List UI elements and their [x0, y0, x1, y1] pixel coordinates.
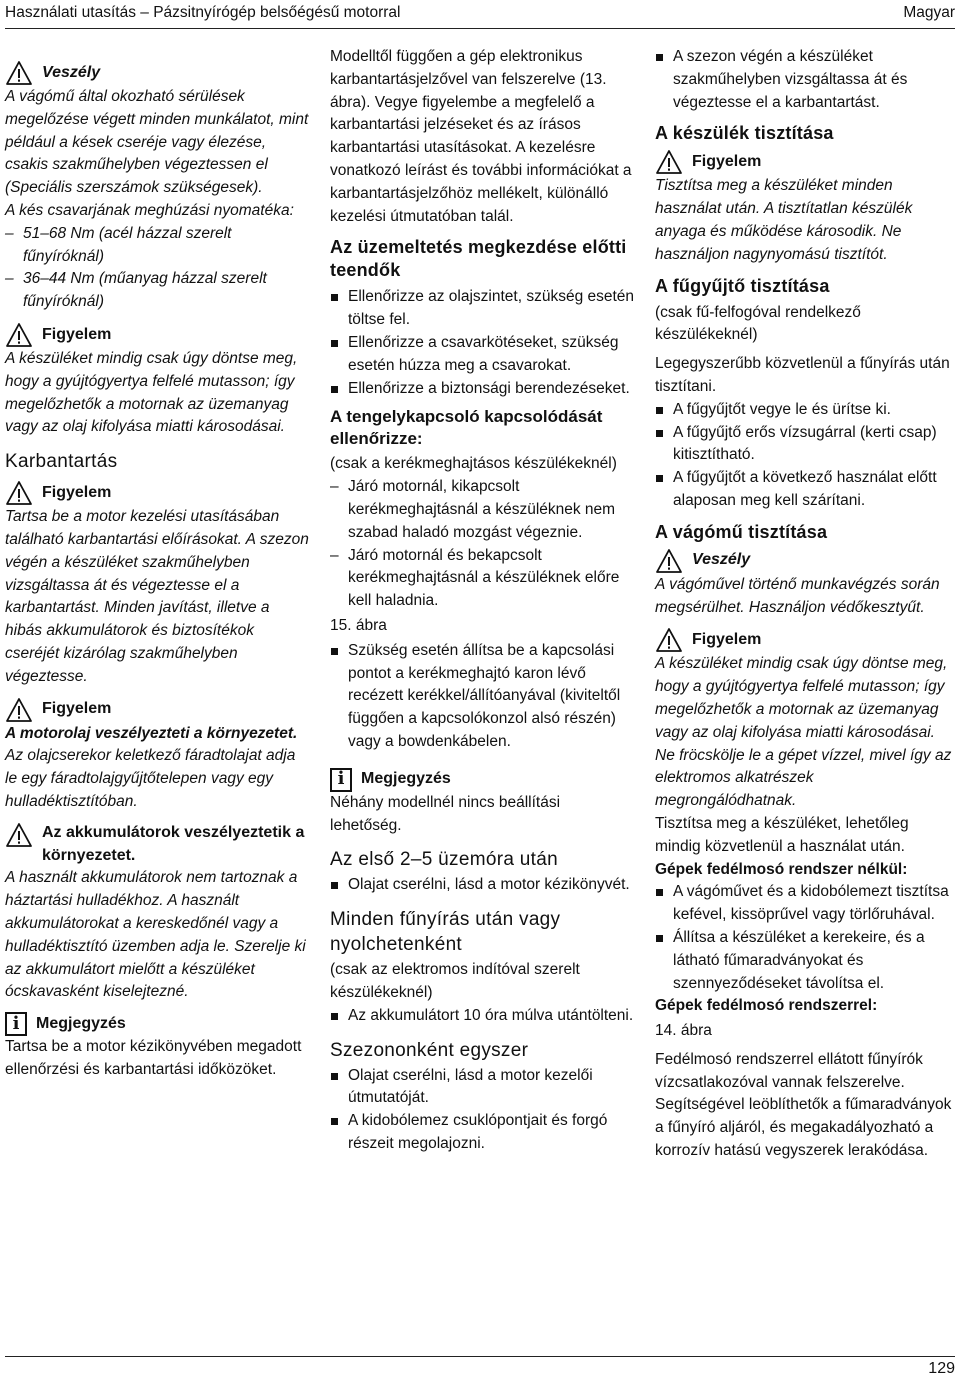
caution-label: Figyelem	[692, 152, 762, 170]
no-wash-list	[655, 881, 955, 995]
clutch-heading: A tengelykapcsoló kapcsolódását ellenőrizze:	[330, 407, 603, 449]
clutch-subtitle: (csak a kerékmeghajtásos készülékeknél)	[330, 455, 617, 473]
danger-heading	[655, 548, 955, 574]
list-item: – 36–44 Nm (műanyag házzal szerelt fűnyíróknál)	[5, 268, 310, 314]
warning-triangle-icon	[5, 697, 33, 723]
section-heading-first-hours: Az első 2–5 üzemóra után	[330, 849, 558, 871]
caution-text: Tartsa be a motor kezelési utasításában található karbantartási előírásokat. A szezon végén a készüléket szakműhelyben vizsgáltassa át és végeztesse el a karbantartást. Minden javítást, illetve a hibás akkumulátorok és biztosítékok cseréjét kizárólag szakműhelyben végeztesse.	[5, 508, 309, 685]
battery-heading	[5, 822, 310, 868]
caution-heading	[5, 480, 310, 506]
first-hours-list	[330, 874, 635, 897]
list-item: Ellenőrizze a biztonsági berendezéseket.	[330, 378, 635, 401]
warning-triangle-icon	[5, 60, 33, 86]
caution-text: A készüléket mindig csak úgy döntse meg, hogy a gyújtógyertya felfelé mutasson; így megelőzhetők a motornak az üzemanyag vagy az olaj kifolyása miatti károsodásai.	[5, 349, 298, 436]
warning-triangle-icon	[5, 480, 33, 506]
section-heading-cleaning: A készülék tisztítása	[655, 123, 834, 144]
wash-heading: Gépek fedélmosó rendszerrel:	[655, 997, 878, 1015]
list-item: A fűgyűjtőt vegye le és ürítse ki.	[655, 399, 955, 422]
danger-label: Veszély	[692, 551, 751, 569]
section-heading-season: Szezononként egyszer	[330, 1039, 529, 1061]
every-mow-subtitle: (csak az elektromos indítóval szerelt készülékeknél)	[330, 961, 580, 1001]
note-label: Megjegyzés	[361, 770, 451, 788]
oil-warning-bold: A motorolaj veszélyezteti a környezetet.	[5, 724, 298, 742]
list-item: A fűgyűjtőt a következő használat előtt alaposan meg kell szárítani.	[655, 467, 955, 513]
section-heading-every-mow: Minden fűnyírás után vagy nyolchetenként	[330, 909, 561, 956]
note-label: Megjegyzés	[36, 1014, 126, 1032]
wash-text: Fedélmosó rendszerrel ellátott fűnyírók vízcsatlakozóval vannak felszerelve. Segítségével leöblíthetők a fűmaradványok a fűnyíró aljáról, és megakadályozható a korrozív hatású vegyszerek lerakódása.	[655, 1050, 952, 1160]
footer-divider	[5, 1356, 955, 1357]
caution-heading	[5, 322, 310, 348]
page-header	[5, 0, 955, 26]
clutch-adjust-list	[330, 640, 635, 754]
caution-label: Figyelem	[692, 630, 762, 648]
list-item: Ellenőrizze a csavarkötéseket, szükség esetén húzza meg a csavarokat.	[330, 332, 635, 378]
danger-text: A vágóművel történő munkavégzés során megsérülhet. Használjon védőkesztyűt.	[655, 575, 940, 616]
list-item: A szezon végén a készüléket szakműhelyben vizsgáltassa át és végeztesse el a karbantartást.	[655, 46, 955, 114]
info-icon: i	[330, 768, 352, 792]
header-title: Használati utasítás – Pázsitnyírógép belsőégésű motorral	[5, 4, 401, 21]
column-2	[330, 46, 635, 1156]
note-text: Néhány modellnél nincs beállítási lehetőség.	[330, 793, 561, 834]
caution-text: A készüléket mindig csak úgy döntse meg, hogy a gyújtógyertya felfelé mutasson; így megelőzhetők a motornak az üzemanyag vagy az olaj kifolyása miatti károsodásai. Ne fröcskölje le a gépet vízzel, mivel így az elektromos alkatrészek megrongálódhatnak.	[655, 655, 952, 810]
catcher-subtitle: (csak fű-felfogóval rendelkező készülékeknél)	[655, 303, 861, 344]
catcher-text: Legegyszerűbb közvetlenül a fűnyírás után tisztítani.	[655, 355, 950, 395]
list-item: – Járó motornál, kikapcsolt kerékmeghajtásnál a készüléknek nem szabad haladó mozgást végeznie.	[330, 476, 635, 544]
header-language: Magyar	[903, 4, 955, 21]
battery-text: A használt akkumulátorok nem tartoznak a háztartási hulladékhoz. A használt akkumulátorokat a kereskedőnél vagy a hulladéktisztító üzemben adja le. Szerelje ki az akkumulátort mielőtt a készüléket ócskavasként kiselejtezné.	[5, 869, 306, 1001]
caution-heading	[5, 697, 310, 723]
caution-heading	[655, 149, 955, 175]
note-heading	[5, 1012, 310, 1036]
torque-intro: A kés csavarjának meghúzási nyomatéka:	[5, 201, 294, 219]
torque-list	[5, 223, 310, 314]
danger-text: A vágómű által okozható sérülések megelőzése végett minden munkálatot, mint például a kések cseréje vagy élezése, csakis szakműhelyben végeztessen el (Speciális szerszámok szükségesek).	[5, 88, 309, 197]
warning-triangle-icon	[5, 322, 33, 348]
list-item: A fűgyűjtő erős vízsugárral (kerti csap) kitisztítható.	[655, 422, 955, 468]
danger-label: Veszély	[42, 63, 101, 81]
catcher-list	[655, 399, 955, 513]
caution-label: Figyelem	[42, 700, 112, 718]
note-text: Tartsa be a motor kézikönyvében megadott ellenőrzési és karbantartási időközöket.	[5, 1038, 302, 1078]
header-divider	[5, 28, 955, 29]
section-heading-startup: Az üzemeltetés megkezdése előtti teendők	[330, 237, 627, 281]
page-number: 129	[928, 1360, 955, 1377]
list-item: Állítsa a készüléket a kerekeire, és a látható fűmaradványokat és szennyeződéseket távolítsa el.	[655, 927, 955, 995]
list-item: A vágóművet és a kidobólemezt tisztítsa kefével, kissöprűvel vagy törlőruhával.	[655, 881, 955, 927]
list-item: – Járó motornál és bekapcsolt kerékmeghajtásnál a készüléknek előre kell haladnia.	[330, 545, 635, 613]
section-heading-maintenance: Karbantartás	[5, 451, 118, 473]
column-1	[5, 60, 310, 1082]
season-list	[330, 1065, 635, 1156]
season-end-list	[655, 46, 955, 114]
caution-label: Figyelem	[42, 483, 112, 501]
info-icon: i	[5, 1012, 27, 1036]
caution-heading	[655, 627, 955, 653]
list-item: – 51–68 Nm (acél házzal szerelt fűnyíróknál)	[5, 223, 310, 269]
section-heading-catcher: A fűgyűjtő tisztítása	[655, 275, 830, 296]
warning-triangle-icon	[655, 627, 683, 653]
oil-warning-text: Az olajcserekor keletkező fáradtolajat adja le egy fáradtolajgyűjtőtelepen vagy egy hulladéktisztítóban.	[5, 747, 296, 810]
column-3	[655, 46, 955, 1163]
list-item: Olajat cserélni, lásd a motor kézikönyvét.	[330, 874, 635, 897]
every-mow-list	[330, 1005, 635, 1028]
battery-warning-label: Az akkumulátorok veszélyeztetik a környezetet.	[42, 823, 305, 864]
warning-triangle-icon	[5, 822, 33, 848]
caution-text: Tisztítsa meg a készüléket minden használat után. A tisztítatlan készülék anyaga és működése károsodik. Ne használjon nagynyomású tisztítót.	[655, 177, 913, 263]
clutch-list	[330, 476, 635, 613]
list-item: Ellenőrizze az olajszintet, szükség esetén töltse fel.	[330, 286, 635, 332]
list-item: Olajat cserélni, lásd a motor kezelői útmutatóját.	[330, 1065, 635, 1111]
warning-triangle-icon	[655, 548, 683, 574]
section-heading-deck: A vágómű tisztítása	[655, 521, 828, 542]
startup-list	[330, 286, 635, 400]
figure-reference: 15. ábra	[330, 616, 387, 634]
list-item: A kidobólemez csuklópontjait és forgó részeit megolajozni.	[330, 1110, 635, 1156]
note-heading	[330, 768, 635, 792]
clean-text: Tisztítsa meg a készüléket, lehetőleg mindig közvetlenül a használat után.	[655, 814, 909, 855]
intro-text: Modelltől függően a gép elektronikus karbantartásjelzővel van felszerelve (13. ábra). Vegye figyelembe a megfelelő a karbantartási jelzéseket és az írásos karbantartási utasításokat. A kezelésre vonatkozó leírást és további információkat a karbantartásjelzőhöz mellékelt, különálló kezelési útmutatóban talál.	[330, 48, 632, 225]
no-wash-heading: Gépek fedélmosó rendszer nélkül:	[655, 860, 908, 878]
list-item: Szükség esetén állítsa be a kapcsolási pontot a kerékmeghajtó karon lévő recézett kerékkel/állítóanyával (kiviteltől függően a kapcsolókonzol alsó részén) vagy a bowdenkábelen.	[330, 640, 635, 754]
caution-label: Figyelem	[42, 325, 112, 343]
danger-heading	[5, 60, 310, 86]
list-item: Az akkumulátort 10 óra múlva utántölteni.	[330, 1005, 635, 1028]
warning-triangle-icon	[655, 149, 683, 175]
figure-reference: 14. ábra	[655, 1022, 712, 1040]
